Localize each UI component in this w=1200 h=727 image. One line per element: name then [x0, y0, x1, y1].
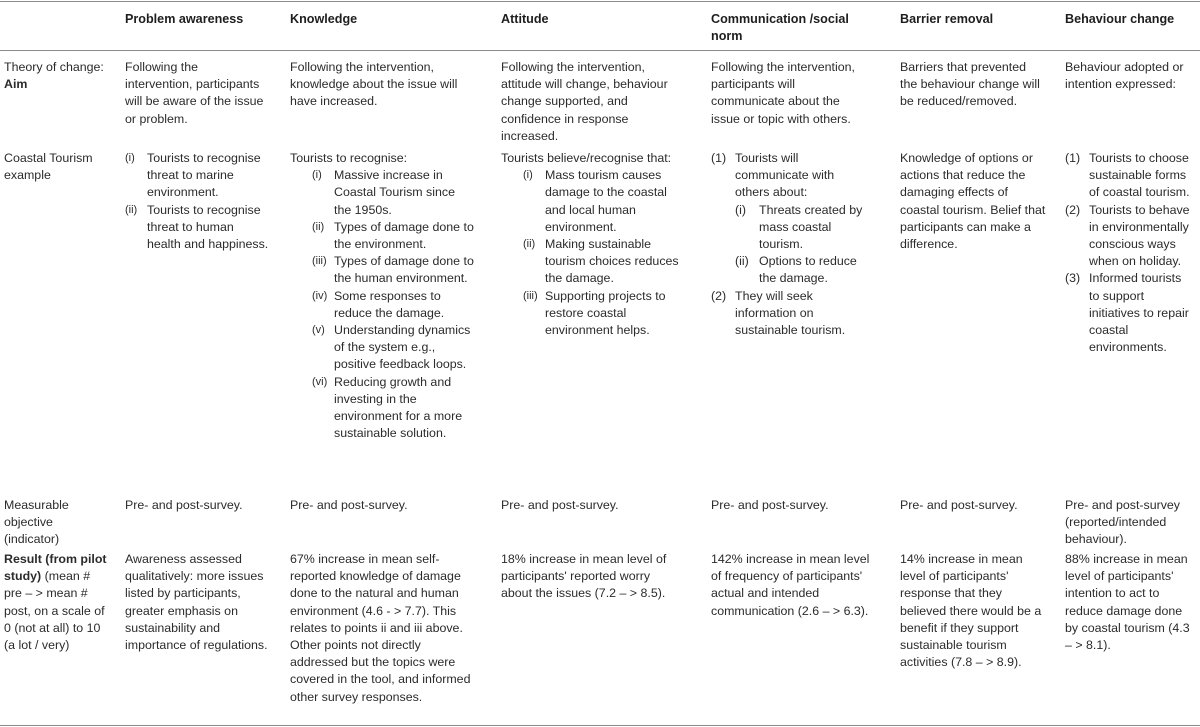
- aim-barrier-removal: Barriers that prevented the behaviour change will be reduced/removed.: [900, 60, 1040, 109]
- aim-communication: Following the intervention, participants will communicate about the issue or topic with others.: [711, 60, 855, 126]
- knowledge-intro: Tourists to recognise:: [290, 151, 408, 165]
- measurable-problem-awareness: Pre- and post-survey.: [125, 498, 243, 512]
- list-item: (2) Tourists to behave in environmentally conscious ways when on holiday.: [1065, 202, 1190, 269]
- result-attitude: 18% increase in mean level of participants' reported worry about the issues (7.2 – > 8.5).: [501, 552, 667, 601]
- aim-problem-awareness: Following the intervention, participants will be aware of the issue or problem.: [125, 60, 264, 126]
- coastal-problem-awareness: [125, 150, 269, 253]
- row-label-result: Result (from pilot study) (mean # pre – > mean # post, on a scale of 0 (not at all) to 10 (a lot / very): [4, 552, 107, 653]
- list-item: (1) Tourists will communicate with others about: (i) Threats created by mass coastal tourism. (ii) Options to reduce the damage.: [711, 150, 871, 288]
- result-barrier-removal: 14% increase in mean level of participants' response that they believed there would be a benefit if they support sustainable tourism activities (7.8 – > 8.9).: [900, 552, 1042, 670]
- communication-list: [711, 150, 871, 339]
- list-item: (iii) Types of damage done to the human environment.: [312, 254, 474, 286]
- list-item: (3) Informed tourists to support initiatives to repair coastal environments.: [1065, 271, 1189, 355]
- header-barrier-removal: Barrier removal: [900, 12, 994, 26]
- result-communication: 142% increase in mean level of frequency of participants' actual and intended communication (2.6 – > 6.3).: [711, 552, 870, 618]
- header-behaviour-change: Behaviour change: [1065, 12, 1175, 26]
- attitude-list: [523, 167, 685, 339]
- communication-sub-list: [735, 202, 871, 288]
- measurable-barrier-removal: Pre- and post-survey.: [900, 498, 1018, 512]
- aim-attitude: Following the intervention, attitude will change, behaviour change supported, and confidence in response increased.: [501, 60, 668, 143]
- list-item: (iv) Some responses to reduce the damage.: [312, 288, 445, 320]
- list-item: (i) Massive increase in Coastal Tourism since the 1950s.: [312, 168, 455, 217]
- header-problem-awareness: Problem awareness: [125, 12, 244, 26]
- result-problem-awareness: Awareness assessed qualitatively: more issues listed by participants, greater emphasis on sustainability and importance of regulations.: [125, 552, 268, 653]
- behaviour-list: [1065, 150, 1195, 356]
- measurable-attitude: Pre- and post-survey.: [501, 498, 619, 512]
- table-bottom-rule: [0, 725, 1200, 726]
- header-communication: Communication /social norm: [711, 12, 849, 44]
- list-item: (ii) Making sustainable tourism choices reduces the damage.: [523, 237, 679, 286]
- problem-awareness-list: [125, 150, 269, 253]
- row-label-measurable: Measurable objective (indicator): [4, 498, 69, 547]
- list-item: (1) Tourists to choose sustainable forms of coastal tourism.: [1065, 151, 1190, 200]
- knowledge-list: [312, 167, 474, 442]
- list-item: (v) Understanding dynamics of the system e.g., positive feedback loops.: [312, 323, 471, 372]
- row-label-coastal: Coastal Tourism example: [4, 151, 93, 183]
- coastal-attitude: [501, 150, 687, 339]
- coastal-barrier-removal: Knowledge of options or actions that reduce the damaging effects of coastal tourism. Belief that participants can make a difference.: [900, 151, 1046, 252]
- measurable-behaviour-change: Pre- and post-survey (reported/intended behaviour).: [1065, 498, 1181, 547]
- aim-knowledge: Following the intervention, knowledge about the issue will have increased.: [290, 60, 458, 109]
- table-top-rule: [0, 1, 1200, 2]
- header-attitude: Attitude: [501, 12, 549, 26]
- list-item: (iii) Supporting projects to restore coastal environment helps.: [523, 288, 666, 338]
- list-item: (i) Mass tourism causes damage to the coastal and local human environment.: [523, 168, 667, 234]
- coastal-behaviour-change: [1065, 150, 1195, 356]
- result-knowledge: 67% increase in mean self-reported knowledge of damage done to the natural and human environment (4.6 - > 7.7). This relates to points ii and iii above. Other points not directly addressed but the topics were covered in the tool, and informed other survey responses.: [290, 552, 471, 704]
- coastal-communication: [711, 150, 871, 339]
- coastal-knowledge: [290, 150, 474, 442]
- list-item: (i) Threats created by mass coastal tourism.: [735, 202, 863, 252]
- measurable-communication: Pre- and post-survey.: [711, 498, 829, 512]
- aim-behaviour-change: Behaviour adopted or intention expressed:: [1065, 60, 1184, 92]
- result-behaviour-change: 88% increase in mean level of participants' intention to act to reduce damage done by coastal tourism (4.3 – > 8.1).: [1065, 552, 1190, 653]
- list-item: (ii) Types of damage done to the environment.: [312, 219, 474, 252]
- list-item: (vi) Reducing growth and investing in the environment for a more sustainable solution.: [312, 374, 463, 441]
- attitude-intro: Tourists believe/recognise that:: [501, 151, 672, 165]
- header-bottom-rule: [0, 50, 1200, 51]
- list-item: (i) Tourists to recognise threat to marine environment.: [125, 151, 261, 200]
- measurable-knowledge: Pre- and post-survey.: [290, 498, 408, 512]
- list-item: (ii) Tourists to recognise threat to human health and happiness.: [125, 202, 269, 252]
- list-item: (ii) Options to reduce the damage.: [735, 254, 857, 286]
- row-label-aim: Theory of change: Aim: [4, 60, 104, 92]
- list-item: (2) They will seek information on sustainable tourism.: [711, 288, 846, 338]
- header-knowledge: Knowledge: [290, 12, 358, 26]
